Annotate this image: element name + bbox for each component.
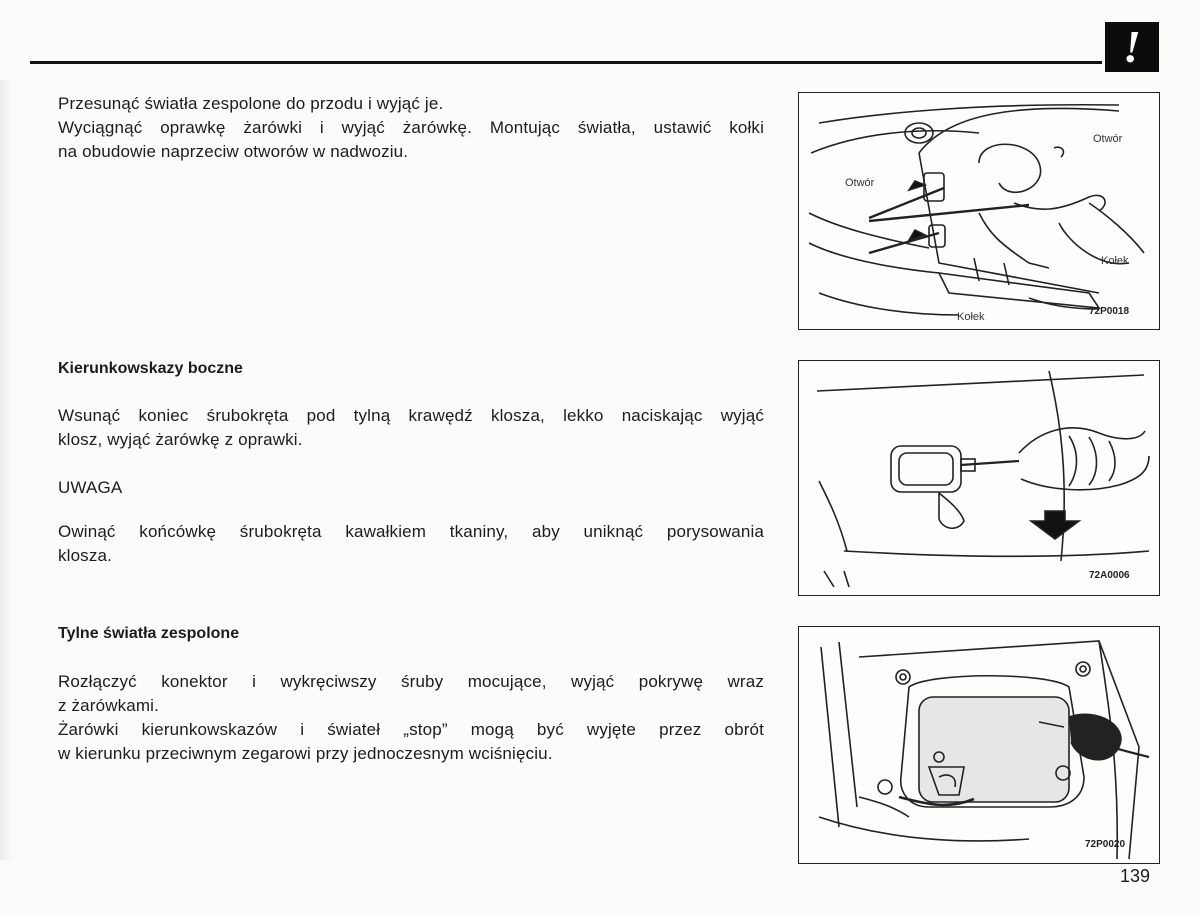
text-line: z żarówkami. <box>58 696 159 715</box>
text-line: Żarówki kierunkowskazów i świateł „stop” mogą być wyjęte przez obrót <box>58 720 764 739</box>
screwdriver-illustration <box>799 361 1159 595</box>
intro-paragraph <box>58 92 764 164</box>
figure-label: Otwór <box>1093 133 1123 145</box>
text-line: Wsunąć koniec śrubokręta pod tylną krawędź klosza, lekko naciskając wyjąć <box>58 406 764 425</box>
text-line: w kierunku przeciwnym zegarowi przy jednoczesnym wciśnięciu. <box>58 744 553 763</box>
text-line: Przesunąć światła zespolone do przodu i wyjąć je. <box>58 94 444 113</box>
text-line: na obudowie naprzeciw otworów w nadwoziu. <box>58 142 409 161</box>
combination-light-illustration <box>799 93 1159 329</box>
figure-combination-light-removal <box>798 92 1160 330</box>
figure-rear-light-bulb-removal <box>798 626 1160 864</box>
text-line: klosz, wyjąć żarówkę z oprawki. <box>58 430 303 449</box>
page-edge-shadow <box>0 80 14 860</box>
figure-code: 72A0006 <box>1089 570 1130 581</box>
warning-badge <box>1105 22 1159 72</box>
note-paragraph <box>58 520 764 568</box>
note-label <box>58 476 764 500</box>
figure-code: 72P0018 <box>1089 306 1130 317</box>
text-line: Owinąć końcówkę śrubokręta kawałkiem tkaniny, aby uniknąć porysowania <box>58 522 764 541</box>
text-line: klosza. <box>58 546 112 565</box>
section-heading-side-indicators: Kierunkowskazy boczne <box>58 360 243 377</box>
figure-code: 72P0020 <box>1085 839 1126 850</box>
text-line: Wyciągnąć oprawkę żarówki i wyjąć żarówkę. Montując światła, ustawić kołki <box>58 118 764 137</box>
side-indicators-paragraph <box>58 404 764 452</box>
figure-label: Kołek <box>957 311 985 323</box>
header-rule <box>30 61 1102 64</box>
text-line: UWAGA <box>58 478 123 497</box>
figure-side-indicator-removal <box>798 360 1160 596</box>
section-heading-rear-lights: Tylne światła zespolone <box>58 625 240 642</box>
figure-label: Otwór <box>845 177 875 189</box>
figure-label: Kołek <box>1101 255 1129 267</box>
exclamation-icon: ! <box>1123 21 1141 72</box>
rear-light-illustration <box>799 627 1159 863</box>
page-number: 139 <box>1120 866 1151 886</box>
rear-lights-paragraph <box>58 670 764 766</box>
text-line: Rozłączyć konektor i wykręciwszy śruby mocujące, wyjąć pokrywę wraz <box>58 672 764 691</box>
